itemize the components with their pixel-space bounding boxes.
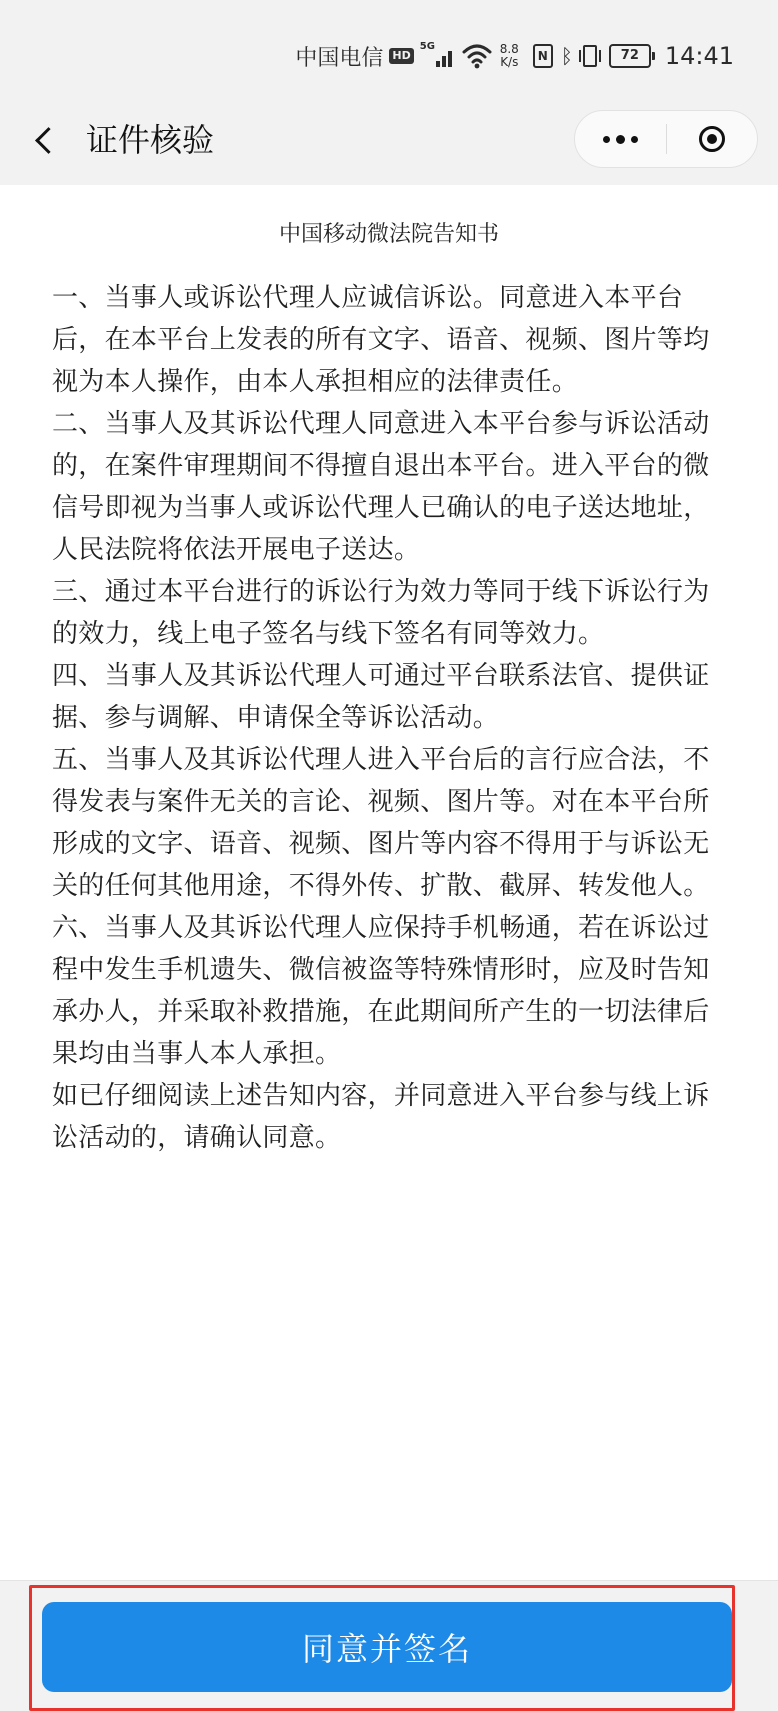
more-options-button[interactable] — [575, 111, 666, 167]
target-circle-icon — [699, 126, 725, 152]
vibrate-icon — [579, 45, 601, 67]
agree-and-sign-button[interactable]: 同意并签名 — [42, 1602, 732, 1692]
notice-paragraph-6: 六、当事人及其诉讼代理人应保持手机畅通，若在诉讼过程中发生手机遗失、微信被盗等特殊情形时，应及时告知承办人，并采取补救措施，在此期间所产生的一切法律后果均由当事人本人承担。 — [52, 913, 710, 1069]
notice-paragraph-4: 四、当事人及其诉讼代理人可通过平台联系法官、提供证据、参与调解、申请保全等诉讼活动。 — [52, 661, 710, 733]
close-mini-program-button[interactable] — [667, 111, 758, 167]
page-title: 证件核验 — [86, 121, 215, 159]
signal-icon — [420, 43, 454, 69]
notice-paragraph-5: 五、当事人及其诉讼代理人进入平台后的言行应合法，不得发表与案件无关的言论、视频、图片等。对在本平台所形成的文字、语音、视频、图片等内容不得用于与诉讼无关的任何其他用途，不得外传、扩散、截屏、转发他人。 — [52, 745, 710, 901]
notice-confirmation-text: 如已仔细阅读上述告知内容，并同意进入平台参与线上诉讼活动的，请确认同意。 — [52, 1081, 710, 1153]
battery-icon — [609, 44, 655, 68]
notice-paragraph-1: 一、当事人或诉讼代理人应诚信诉讼。同意进入本平台后，在本平台上发表的所有文字、语音、视频、图片等均视为本人操作，由本人承担相应的法律责任。 — [52, 283, 710, 397]
notice-title: 中国移动微法院告知书 — [278, 222, 499, 247]
more-dots-icon — [603, 136, 610, 143]
back-chevron-icon — [35, 127, 62, 154]
bluetooth-icon: ᛒ — [560, 44, 573, 68]
highlight-annotation-frame — [29, 1585, 735, 1711]
nfc-icon: N — [533, 44, 553, 68]
bottom-action-bar — [0, 1580, 778, 1711]
mini-program-capsule — [574, 110, 758, 168]
navigation-bar — [0, 110, 778, 185]
notice-paragraph-2: 二、当事人及其诉讼代理人同意进入本平台参与诉讼活动的，在案件审理期间不得擅自退出本平台。进入平台的微信号即视为当事人或诉讼代理人已确认的电子送达地址，人民法院将依法开展电子送达。 — [52, 409, 710, 565]
wifi-icon — [462, 43, 492, 69]
top-chrome — [0, 0, 778, 185]
network-speed-value: 8.8 — [499, 42, 519, 56]
network-type-label: 5G — [419, 41, 435, 52]
notice-paragraph-3: 三、通过本平台进行的诉讼行为效力等同于线下诉讼行为的效力，线上电子签名与线下签名有同等效力。 — [52, 577, 710, 649]
network-speed — [500, 43, 519, 69]
back-button[interactable] — [22, 118, 66, 162]
status-time: 14:41 — [664, 42, 734, 70]
battery-level: 72 — [609, 44, 651, 68]
notice-content[interactable] — [0, 185, 778, 1580]
hd-icon: HD — [389, 48, 413, 64]
status-indicators — [295, 38, 734, 74]
status-bar — [0, 0, 778, 110]
network-speed-unit: K/s — [500, 55, 519, 69]
carrier-name: 中国电信 — [295, 45, 384, 71]
notice-body — [52, 277, 732, 1159]
